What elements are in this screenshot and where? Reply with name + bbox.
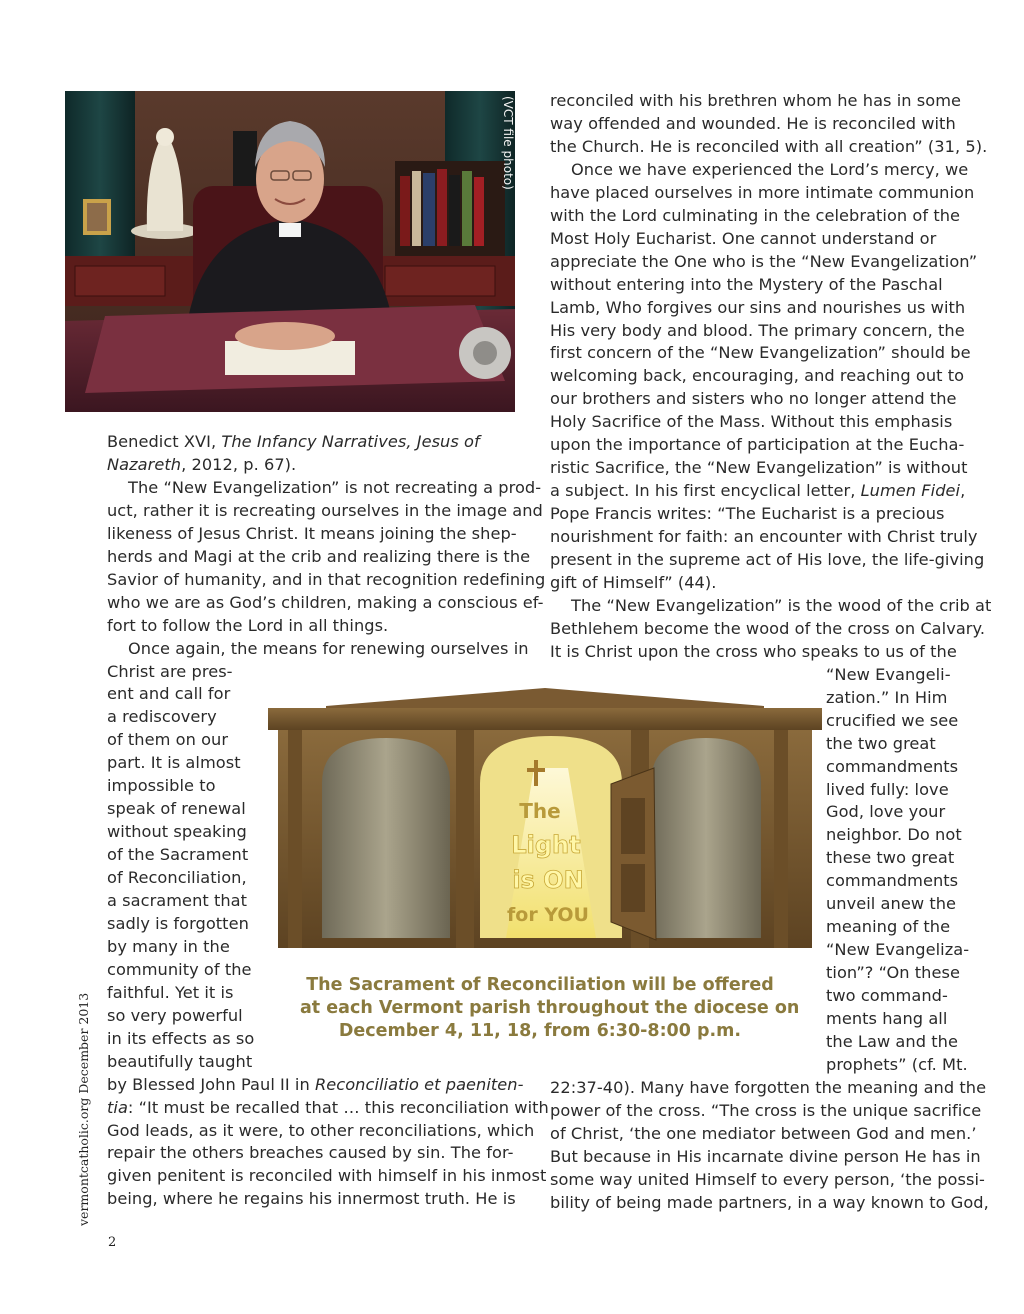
text-line: herds and Magi at the crib and realizing there is the xyxy=(107,546,531,566)
text-line: Bethlehem become the wood of the cross on Calvary. xyxy=(550,618,986,638)
overlay-the: The xyxy=(519,799,561,823)
text-line: tia: “It must be recalled that … this reconciliation with xyxy=(107,1097,549,1117)
text-line: have placed ourselves in more intimate communion xyxy=(550,182,975,202)
text-line: way offended and wounded. He is reconciled with xyxy=(550,113,956,133)
text-line: in its effects as so xyxy=(107,1028,255,1048)
text-line: a rediscovery xyxy=(107,707,217,727)
text-line: “New Evangeliza- xyxy=(826,940,970,960)
text-line: faithful. Yet it is xyxy=(107,982,234,1002)
text-line: so very powerful xyxy=(107,1005,243,1025)
text-line: of them on our xyxy=(107,730,229,750)
text-line: of Reconciliation, xyxy=(107,868,247,888)
text-line: impossible to xyxy=(107,776,216,796)
text-line: Once again, the means for renewing ourselves in xyxy=(128,638,529,658)
text-line: God, love your xyxy=(826,802,946,822)
text-line: speak of renewal xyxy=(107,799,246,819)
text-line: without speaking xyxy=(107,822,247,842)
text-line: Nazareth, 2012, p. 67). xyxy=(107,454,297,474)
text-line: But because in His incarnate divine person He has in xyxy=(550,1146,981,1166)
text-line: repair the others breaches caused by sin. The for- xyxy=(107,1143,514,1163)
text-line: Most Holy Eucharist. One cannot understand or xyxy=(550,228,937,248)
text-line: some way united Himself to every person, ‘the possi- xyxy=(550,1169,985,1189)
bishop-photo xyxy=(65,91,515,412)
page-number: 2 xyxy=(108,1235,117,1250)
text-line: the two great xyxy=(826,733,936,753)
text-line: ments hang all xyxy=(826,1009,948,1028)
text-line: God leads, as it were, to other reconciliations, which xyxy=(107,1120,535,1140)
text-line: upon the importance of participation at the Eucha- xyxy=(550,435,965,455)
text-line: a subject. In his first encyclical letter, Lumen Fidei, xyxy=(550,481,966,501)
text-line: a sacrament that xyxy=(107,891,248,910)
text-line: the Church. He is reconciled with all creation” (31, 5). xyxy=(550,136,988,156)
text-line: zation.” In Him xyxy=(826,687,948,707)
text-line: being, where he regains his innermost truth. He is xyxy=(107,1189,516,1209)
text-line: fort to follow the Lord in all things. xyxy=(107,615,389,635)
text-line: power of the cross. “The cross is the unique sacrifice xyxy=(550,1100,982,1120)
text-line: ent and call for xyxy=(107,684,231,704)
text-line: meaning of the xyxy=(826,917,951,937)
text-line: two command- xyxy=(826,986,948,1006)
text-line: unveil anew the xyxy=(826,894,957,914)
overlay-for-you: for YOU xyxy=(507,904,589,926)
text-line: Christ are pres- xyxy=(107,661,233,681)
text-line: the Law and the xyxy=(826,1031,958,1051)
text-line: crucified we see xyxy=(826,710,959,730)
sidebar-publication-info: vermontcatholic.org December 2013 xyxy=(76,992,91,1226)
text-line: of the Sacrament xyxy=(107,845,249,865)
text-line: welcoming back, encouraging, and reaching out to xyxy=(550,366,965,386)
text-line: appreciate the One who is the “New Evangelization” xyxy=(550,251,978,271)
text-line: community of the xyxy=(107,959,252,979)
caption-line: The Sacrament of Reconciliation will be offered xyxy=(306,975,774,995)
text-line: given penitent is reconciled with himself in his inmost xyxy=(107,1166,547,1186)
text-line: gift of Himself” (44). xyxy=(550,572,717,592)
text-line: nourishment for faith: an encounter with Christ truly xyxy=(550,527,978,547)
text-line: 22:37-40). Many have forgotten the meaning and the xyxy=(550,1077,987,1097)
text-line: Holy Sacrifice of the Mass. Without this emphasis xyxy=(550,412,953,432)
text-line: who we are as God’s children, making a conscious ef- xyxy=(107,592,544,612)
photo-credit: (VCT file photo) xyxy=(501,96,515,190)
text-line: The “New Evangelization” is not recreating a prod- xyxy=(128,477,542,497)
text-line: prophets” (cf. Mt. xyxy=(826,1054,968,1074)
text-line: neighbor. Do not xyxy=(826,825,962,845)
text-line: “New Evangeli- xyxy=(826,664,951,684)
text-line: by Blessed John Paul II in Reconciliatio et paeniten- xyxy=(107,1074,524,1094)
text-line: first concern of the “New Evangelization” should be xyxy=(550,343,971,363)
image-caption xyxy=(300,974,800,1043)
text-line: beautifully taught xyxy=(107,1051,253,1071)
text-line: sadly is forgotten xyxy=(107,913,249,933)
caption-line: at each Vermont parish throughout the diocese on xyxy=(300,998,800,1018)
text-line: present in the supreme act of His love, the life-giving xyxy=(550,550,985,569)
text-line: likeness of Jesus Christ. It means joining the shep- xyxy=(107,523,517,543)
text-line: part. It is almost xyxy=(107,753,241,773)
text-line: commandments xyxy=(826,871,959,891)
overlay-light: Light xyxy=(511,831,581,859)
text-line: lived fully: love xyxy=(826,779,949,799)
caption-line: December 4, 11, 18, from 6:30-8:00 p.m. xyxy=(338,1021,742,1041)
text-line: tion”? “On these xyxy=(826,963,960,983)
text-line: reconciled with his brethren whom he has in some xyxy=(550,91,962,110)
text-line: commandments xyxy=(826,756,959,776)
text-line: our brothers and sisters who no longer attend the xyxy=(550,389,957,409)
text-line: by many in the xyxy=(107,936,230,956)
confessional-image xyxy=(266,688,824,950)
text-line: these two great xyxy=(826,848,955,868)
text-line: bility of being made partners, in a way known to God, xyxy=(550,1192,989,1212)
text-line: without entering into the Mystery of the Paschal xyxy=(550,274,943,294)
text-line: His very body and blood. The primary concern, the xyxy=(550,320,965,340)
text-line: It is Christ upon the cross who speaks to us of the xyxy=(550,641,957,661)
text-line: with the Lord culminating in the celebration of the xyxy=(550,205,961,225)
text-line: Savior of humanity, and in that recognition redefining xyxy=(107,569,546,589)
text-line: Once we have experienced the Lord’s mercy, we xyxy=(571,159,969,179)
text-line: Lamb, Who forgives our sins and nourishes us with xyxy=(550,297,966,317)
overlay-is-on: is ON xyxy=(512,866,584,894)
text-line: uct, rather it is recreating ourselves in the image and xyxy=(107,500,543,520)
text-line: Benedict XVI, The Infancy Narratives, Jesus of xyxy=(107,432,480,451)
text-line: of Christ, ‘the one mediator between God and men.’ xyxy=(550,1123,977,1143)
text-line: Pope Francis writes: “The Eucharist is a precious xyxy=(550,504,945,524)
text-line: ristic Sacrifice, the “New Evangelization” is without xyxy=(550,458,968,478)
text-line: The “New Evangelization” is the wood of the crib at xyxy=(571,595,992,615)
